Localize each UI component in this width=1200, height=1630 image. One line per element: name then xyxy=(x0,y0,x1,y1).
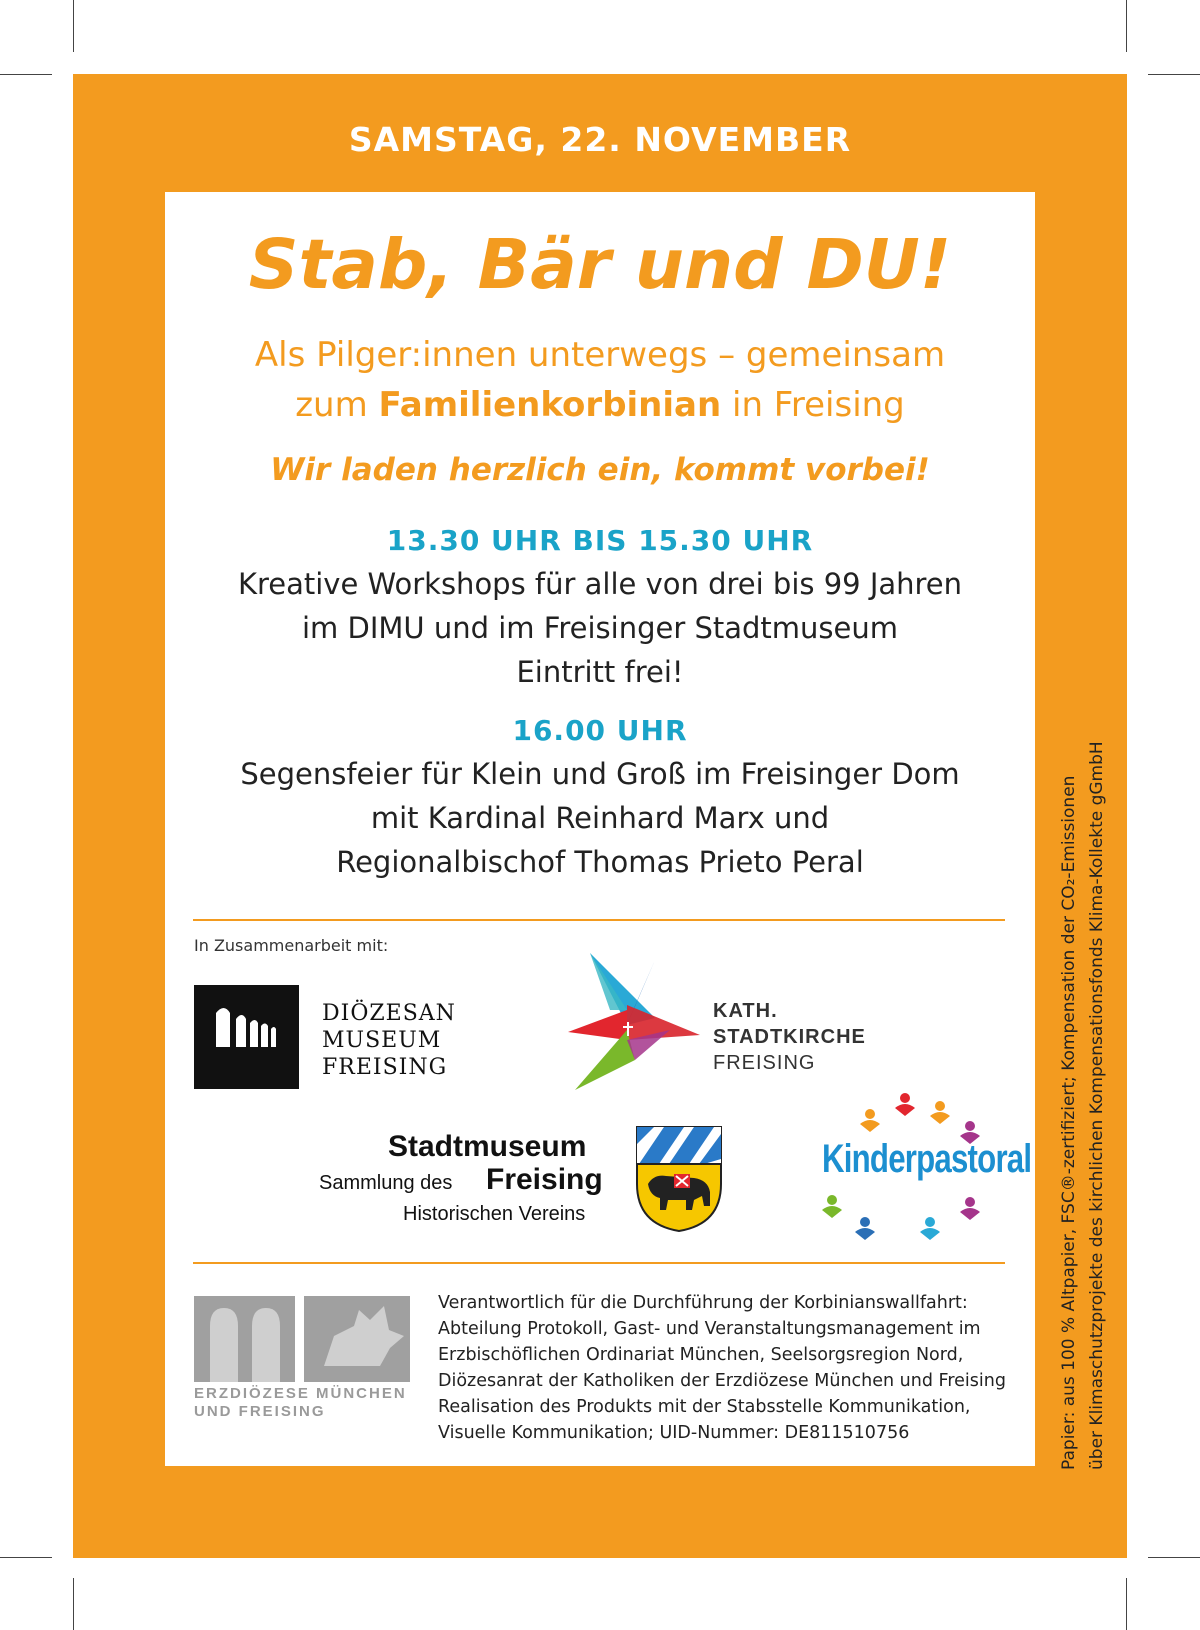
responsibility-line: Abteilung Protokoll, Gast- und Veranstaltungsmanagement im xyxy=(438,1319,981,1339)
erzdioezese-line: UND FREISING xyxy=(194,1403,326,1420)
kinderpastoral-name: Kinderpastoral xyxy=(822,1137,1032,1181)
event-line: Kreative Workshops für alle von drei bis 99 Jahren xyxy=(237,567,963,601)
dimu-line: MUSEUM xyxy=(322,1028,442,1053)
erzdioezese-line: ERZDIÖZESE MÜNCHEN xyxy=(194,1385,407,1402)
paper-note xyxy=(1055,650,1111,1470)
event-description xyxy=(165,562,1035,694)
subtitle-text: zum xyxy=(295,385,379,425)
stadtkirche-line: KATH. xyxy=(713,1000,778,1022)
stadtkirche-star-icon xyxy=(565,950,715,1090)
crop-mark xyxy=(1148,1557,1200,1558)
stadtkirche-line: FREISING xyxy=(713,1052,816,1074)
erzdioezese-name xyxy=(194,1385,407,1421)
event-date: SAMSTAG, 22. NOVEMBER xyxy=(348,120,852,159)
divider xyxy=(193,1262,1005,1264)
subtitle-highlight: Familienkorbinian xyxy=(378,385,722,425)
crop-mark xyxy=(0,74,52,75)
event-line: Regionalbischof Thomas Prieto Peral xyxy=(336,845,864,879)
divider xyxy=(193,919,1005,921)
subtitle xyxy=(165,330,1035,430)
dimu-line: FREISING xyxy=(322,1055,448,1080)
crop-mark xyxy=(1126,1578,1127,1630)
subtitle-line: Als Pilger:innen unterwegs – gemeinsam xyxy=(254,335,946,375)
stadtkirche-name xyxy=(713,998,866,1076)
stadtmuseum-title: Stadtmuseum xyxy=(388,1130,587,1163)
subtitle-line xyxy=(165,380,1035,430)
dimu-name xyxy=(322,1000,456,1081)
event-description xyxy=(165,752,1035,884)
responsibility-line: Erzbischöflichen Ordinariat München, Seelsorgsregion Nord, xyxy=(438,1345,964,1365)
event-line: im DIMU und im Freisinger Stadtmuseum xyxy=(301,611,898,645)
stadtkirche-line: STADTKIRCHE xyxy=(713,1026,866,1048)
stadtmuseum-city: Freising xyxy=(486,1163,603,1196)
dimu-logo-icon xyxy=(194,985,299,1089)
responsibility-text xyxy=(438,1290,1018,1446)
paper-note-line: über Klimaschutzprojekte des kirchlichen Kompensationsfonds Klima-Kollekte gGmbH xyxy=(1087,741,1107,1470)
crop-mark xyxy=(73,0,74,52)
partners-label: In Zusammenarbeit mit: xyxy=(194,936,389,955)
responsibility-line: Visuelle Kommunikation; UID-Nummer: DE811510756 xyxy=(438,1423,910,1443)
stadtmuseum-subtitle: Historischen Vereins xyxy=(403,1203,586,1225)
responsibility-line: Verantwortlich für die Durchführung der Korbinianswallfahrt: xyxy=(438,1293,968,1313)
stadtmuseum-subtitle: Sammlung des xyxy=(319,1172,453,1194)
responsibility-line: Realisation des Produkts mit der Stabsstelle Kommunikation, xyxy=(438,1397,971,1417)
crop-mark xyxy=(73,1578,74,1630)
page-title: Stab, Bär und DU! xyxy=(248,225,952,305)
subtitle-text: in Freising xyxy=(721,385,905,425)
crop-mark xyxy=(0,1557,52,1558)
event-time: 13.30 UHR BIS 15.30 UHR xyxy=(386,524,814,557)
dimu-line: DIÖZESAN xyxy=(322,1001,456,1026)
crop-mark xyxy=(1148,74,1200,75)
crop-mark xyxy=(1126,0,1127,52)
erzdioezese-logo-icon xyxy=(194,1296,410,1382)
content-card xyxy=(165,192,1035,1466)
freising-coat-of-arms-icon xyxy=(634,1124,724,1234)
paper-note-line: Papier: aus 100 % Altpapier, FSC®-zertifiziert; Kompensation der CO₂-Emissionen xyxy=(1059,775,1079,1470)
event-line: Eintritt frei! xyxy=(516,655,684,689)
event-line: mit Kardinal Reinhard Marx und xyxy=(370,801,830,835)
event-time: 16.00 UHR xyxy=(512,714,688,747)
event-line: Segensfeier für Klein und Groß im Freisinger Dom xyxy=(240,757,960,791)
responsibility-line: Diözesanrat der Katholiken der Erzdiözese München und Freising xyxy=(438,1371,1006,1391)
invitation: Wir laden herzlich ein, kommt vorbei! xyxy=(270,452,930,488)
